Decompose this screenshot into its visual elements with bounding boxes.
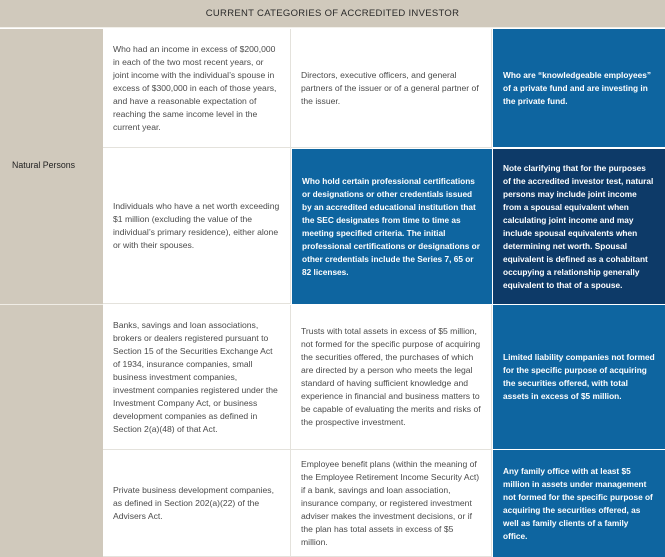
cell-text: Any family office with at least $5 million in assets under management not formed for the specific purpose of acquiring the securities offered, as well as family clients of a family office. [503, 465, 653, 541]
table-cell [103, 148, 291, 304]
table-cell-highlight [493, 305, 665, 449]
cell-text: Who are “knowledgeable employees” of a private fund and are investing in the private fund. [503, 69, 652, 106]
cell-text: Private business development companies, as defined in Section 202(a)(22) of the Advisers Act. [113, 484, 274, 521]
table-cell [291, 29, 492, 148]
table-cell-highlight [493, 29, 665, 147]
table-title [0, 0, 665, 28]
cell-text: Individuals who have a net worth exceeding $1 million (excluding the value of the individual’s primary residence), either alone or with their spouses. [113, 200, 280, 250]
table-cell [291, 450, 492, 557]
table-cell [103, 450, 291, 557]
table-cell-highlight [292, 149, 492, 304]
cell-text: Directors, executive officers, and general partners of the issuer or of a general partner of the issuer. [301, 69, 479, 106]
table-cell [103, 305, 291, 450]
table-cell [103, 29, 291, 148]
category-natural-persons [0, 29, 103, 304]
row-divider [493, 449, 665, 450]
table-cell [291, 305, 492, 450]
cell-text: Who had an income in excess of $200,000 in each of the two most recent years, or joint income with the individual’s spouse in excess of $300,000 in each of those years, and have a reasonable expectation of reaching the same income level in the current year. [113, 43, 277, 132]
table-cell-note [493, 149, 665, 304]
category-divider [0, 304, 103, 305]
cell-text: Banks, savings and loan associations, brokers or dealers registered pursuant to Section 15 of the Securities Exchange Act of 1934, insurance companies, small business investment companies, investment companies registered under the Investment Company Act, or business development companies as defined in Section 2(a)(48) of that Act. [113, 319, 278, 434]
table-title-text: CURRENT CATEGORIES OF ACCREDITED INVESTOR [205, 8, 460, 19]
row-divider [493, 147, 665, 149]
row-divider [493, 304, 665, 305]
cell-text: Trusts with total assets in excess of $5 million, not formed for the specific purpose of acquiring the securities offered, the purchases of which are directed by a person who meets the legal standard of having sufficient knowledge and experience in financial and business matters to be capable of evaluating the merits and risks of the prospective investment. [301, 326, 481, 427]
cell-text: Note clarifying that for the purposes of the accredited investor test, natural persons may include joint income from a spousal equivalent when calculating joint income and may include spousal equivalents when determining net worth. Spousal equivalent is defined as a cohabitant occupying a relationship generally equivalent to that of a spouse. [503, 162, 654, 290]
category-label: Natural Persons [12, 160, 76, 170]
category-entities [0, 305, 103, 557]
table-cell-highlight [493, 450, 665, 557]
cell-text: Limited liability companies not formed for the specific purpose of acquiring the securities offered, with total assets in excess of $5 million. [503, 352, 655, 401]
column-divider [492, 29, 493, 557]
cell-text: Who hold certain professional certifications or designations or other credentials issued by an accredited educational institution that the SEC designates from time to time as meeting specified criteria. The initial professional certifications or designations or other credentials include the Series 7, 65 or 82 licenses. [302, 175, 480, 277]
cell-text: Employee benefit plans (within the meaning of the Employee Retirement Income Security Act) if a bank, savings and loan association, insurance company, or registered investment adviser makes the investment decisions, or if the plan has total assets in excess of $5 million. [301, 458, 480, 547]
